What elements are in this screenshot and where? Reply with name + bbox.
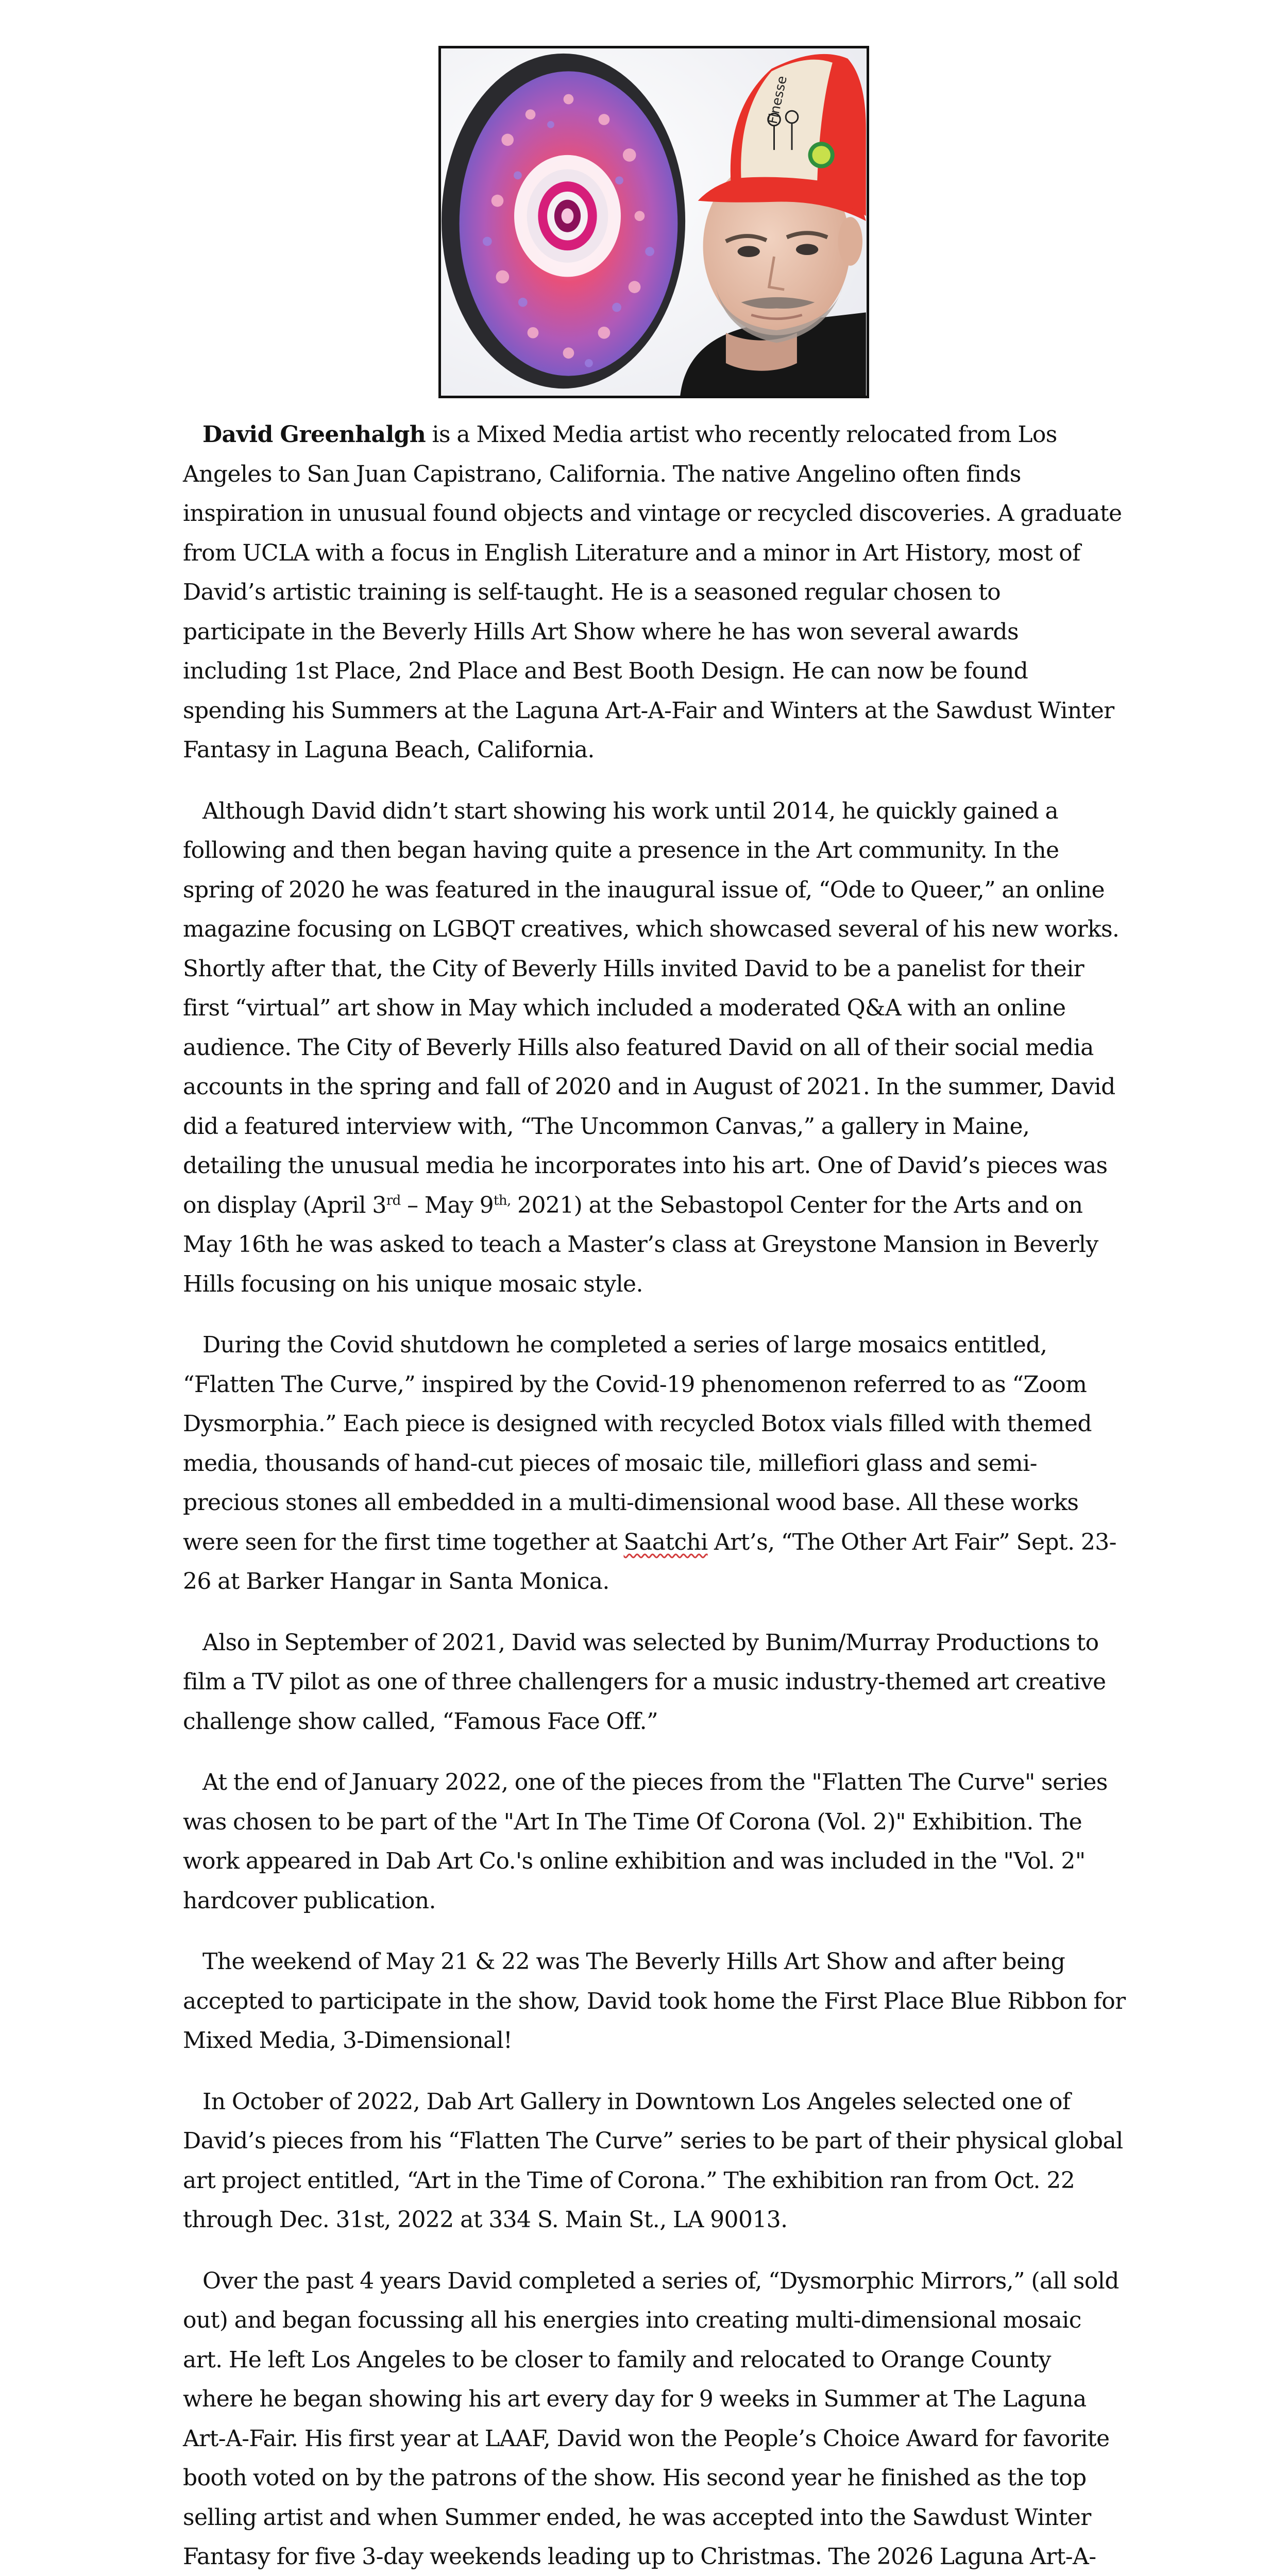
ear (838, 217, 862, 266)
bio-paragraph-2-text-b: – May 9 (401, 1192, 494, 1218)
bio-paragraph-6: The weekend of May 21 & 22 was The Beverly Hills Art Show and after being accepted to participate in the show, David took home the First Place Blue Ribbon for Mixed Media, 3-Dimensional! (183, 1942, 1126, 2061)
bio-paragraph-8: Over the past 4 years David completed a series of, “Dysmorphic Mirrors,” (all sold out) and began focussing all his energies into creating multi-dimensional mosaic art. He left Los Angeles to be closer to family and relocated to Orange County where he began showing his art every day for 9 weeks in Summer at The Laguna Art-A-Fair. His first year at LAAF, David won the People’s Choice Award for favorite booth voted on by the patrons of the show. His second year he finished as the top selling artist and when Summer ended, he was accepted into the Sawdust Winter Fantasy for five 3-day weekends leading up to Christmas. The 2026 Laguna Art-A- (183, 2262, 1126, 2576)
ordinal-suffix-comma: , (507, 1193, 511, 1208)
bio-paragraph-3-text-b: Art’s, “The Other Art Fair” Sept. 23-26 at Barker Hangar in Santa Monica. (183, 1529, 1116, 1595)
bio-paragraph-2-text-a: Although David didn’t start showing his work until 2014, he quickly gained a following and then began having quite a presence in the Art community. In the spring of 2020 he was featured in the inaugural issue of, “Ode to Queer,” an online magazine focusing on LGBQT creatives, which showcased several of his new works. Shortly after that, the City of Beverly Hills invited David to be a panelist for their first “virtual” art show in May which included a moderated Q&A with an online audience. The City of Beverly Hills also featured David on all of their social media accounts in the spring and fall of 2020 and in August of 2021. In the summer, David did a featured interview with, “The Uncommon Canvas,” a gallery in Maine, detailing the unusual media he incorporates into his art. One of David’s pieces was on display (April 3 (183, 798, 1119, 1218)
bio-paragraph-2-text-c: 2021) at the Sebastopol Center for the Arts and on May 16th he was asked to teach a Master’s class at Greystone Mansion in Beverly Hills focusing on his unique mosaic style. (183, 1192, 1098, 1297)
bio-paragraph-2 (183, 792, 1126, 1304)
portrait-illustration (441, 48, 867, 396)
bio-paragraph-7: In October of 2022, Dab Art Gallery in Downtown Los Angeles selected one of David’s pieces from his “Flatten The Curve” series to be part of their physical global art project entitled, “Art in the Time of Corona.” The exhibition ran from Oct. 22 through Dec. 31st, 2022 at 334 S. Main St., LA 90013. (183, 2082, 1126, 2240)
bio-paragraph-5: At the end of January 2022, one of the pieces from the "Flatten The Curve" series was chosen to be part of the "Art In The Time Of Corona (Vol. 2)" Exhibition. The work appeared in Dab Art Co.'s online exhibition and was included in the "Vol. 2" hardcover publication. (183, 1763, 1126, 1921)
bio-paragraph-1 (183, 415, 1126, 770)
biography (183, 415, 1126, 2576)
artist-name: David Greenhalgh (202, 421, 426, 448)
ordinal-suffix-th-text: th (494, 1193, 507, 1208)
spellcheck-flagged-word: Saatchi (623, 1529, 707, 1555)
artist-portrait (438, 46, 869, 398)
ordinal-suffix-th (494, 1193, 511, 1208)
bio-paragraph-4: Also in September of 2021, David was selected by Bunim/Murray Productions to film a TV pilot as one of three challengers for a music industry-themed art creative challenge show called, “Famous Face Off.” (183, 1623, 1126, 1742)
left-eye (738, 246, 760, 257)
ordinal-suffix-rd: rd (386, 1193, 401, 1208)
bio-paragraph-1-text: is a Mixed Media artist who recently relocated from Los Angeles to San Juan Capistrano, California. The native Angelino often finds inspiration in unusual found objects and vintage or recycled discoveries. A graduate from UCLA with a focus in English Literature and a minor in Art History, most of David’s artistic training is self-taught. He is a seasoned regular chosen to participate in the Beverly Hills Art Show where he has won several awards including 1st Place, 2nd Place and Best Booth Design. He can now be found spending his Summers at the Laguna Art-A-Fair and Winters at the Sawdust Winter Fantasy in Laguna Beach, California. (183, 421, 1122, 763)
right-eye (796, 244, 818, 255)
cap-text: Finesse (765, 75, 790, 126)
mosaic-sculpture (442, 54, 685, 388)
bio-paragraph-3-text-a: During the Covid shutdown he completed a series of large mosaics entitled, “Flatten The Curve,” inspired by the Covid-19 phenomenon referred to as “Zoom Dysmorphia.” Each piece is designed with recycled Botox vials filled with themed media, thousands of hand-cut pieces of mosaic tile, millefiori glass and semi-precious stones all embedded in a multi-dimensional wood base. All these works were seen for the first time together at (183, 1332, 1092, 1555)
bio-paragraph-3 (183, 1326, 1126, 1602)
